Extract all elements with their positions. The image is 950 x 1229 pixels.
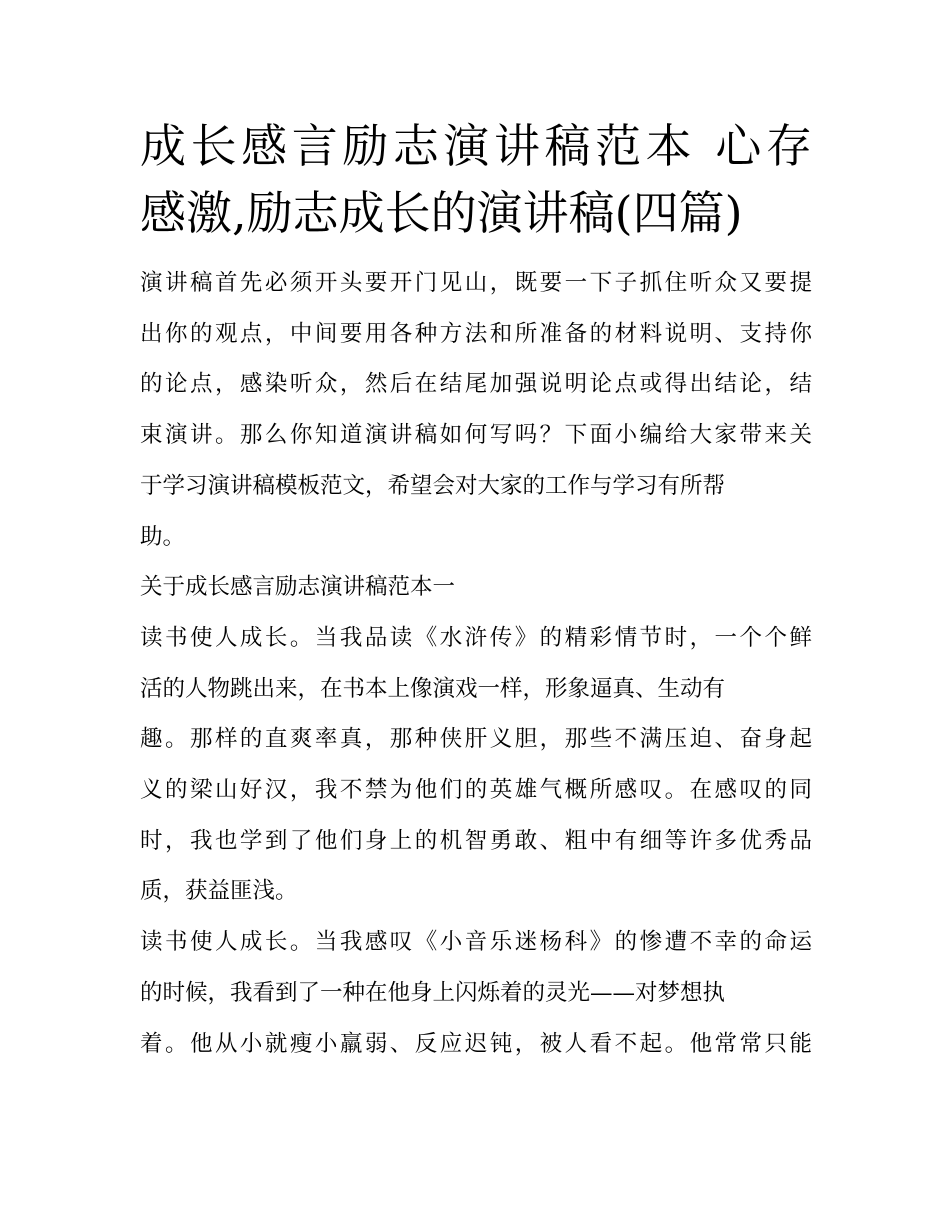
body-line: 的时候，我看到了一种在他身上闪烁着的灵光——对梦想执 [140, 979, 726, 1006]
document-content [140, 113, 812, 1069]
title-line: 感激,励志成长的演讲稿(四篇) [140, 186, 743, 240]
body-line: 演讲稿首先必须开头要开门见山，既要一下子抓住听众又要提 [140, 270, 812, 296]
title-line: 成长感言励志演讲稿范本 心存 [140, 119, 812, 173]
body-line: 的论点，感染听众，然后在结尾加强说明论点或得出结论，结 [140, 371, 812, 398]
section-heading: 关于成长感言励志演讲稿范本一 [140, 574, 456, 601]
body-line: 助。 [140, 523, 186, 550]
body-line: 读书使人成长。当我感叹《小音乐迷杨科》的惨遭不幸的命运 [140, 929, 812, 956]
body-line: 着。他从小就瘦小羸弱、反应迟钝，被人看不起。他常常只能 [140, 1030, 812, 1057]
body-line: 出你的观点，中间要用各种方法和所准备的材料说明、支持你 [140, 320, 812, 347]
document-body [140, 258, 812, 1069]
body-line: 趣。那样的直爽率真，那种侠肝义胆，那些不满压迫、奋身起 [140, 726, 812, 753]
body-line: 活的人物跳出来，在书本上像演戏一样，形象逼真、生动有 [140, 675, 726, 702]
body-line: 时，我也学到了他们身上的机智勇敢、粗中有细等许多优秀品 [140, 827, 812, 854]
body-line: 于学习演讲稿模板范文，希望会对大家的工作与学习有所帮 [140, 472, 726, 499]
body-line: 质，获益匪浅。 [140, 878, 298, 905]
body-line: 读书使人成长。当我品读《水浒传》的精彩情节时，一个个鲜 [140, 624, 812, 651]
body-line: 义的梁山好汉，我不禁为他们的英雄气概所感叹。在感叹的同 [140, 777, 812, 804]
document-title [140, 113, 812, 247]
body-line: 束演讲。那么你知道演讲稿如何写吗？下面小编给大家带来关 [140, 422, 812, 449]
title-spacer [140, 247, 812, 258]
